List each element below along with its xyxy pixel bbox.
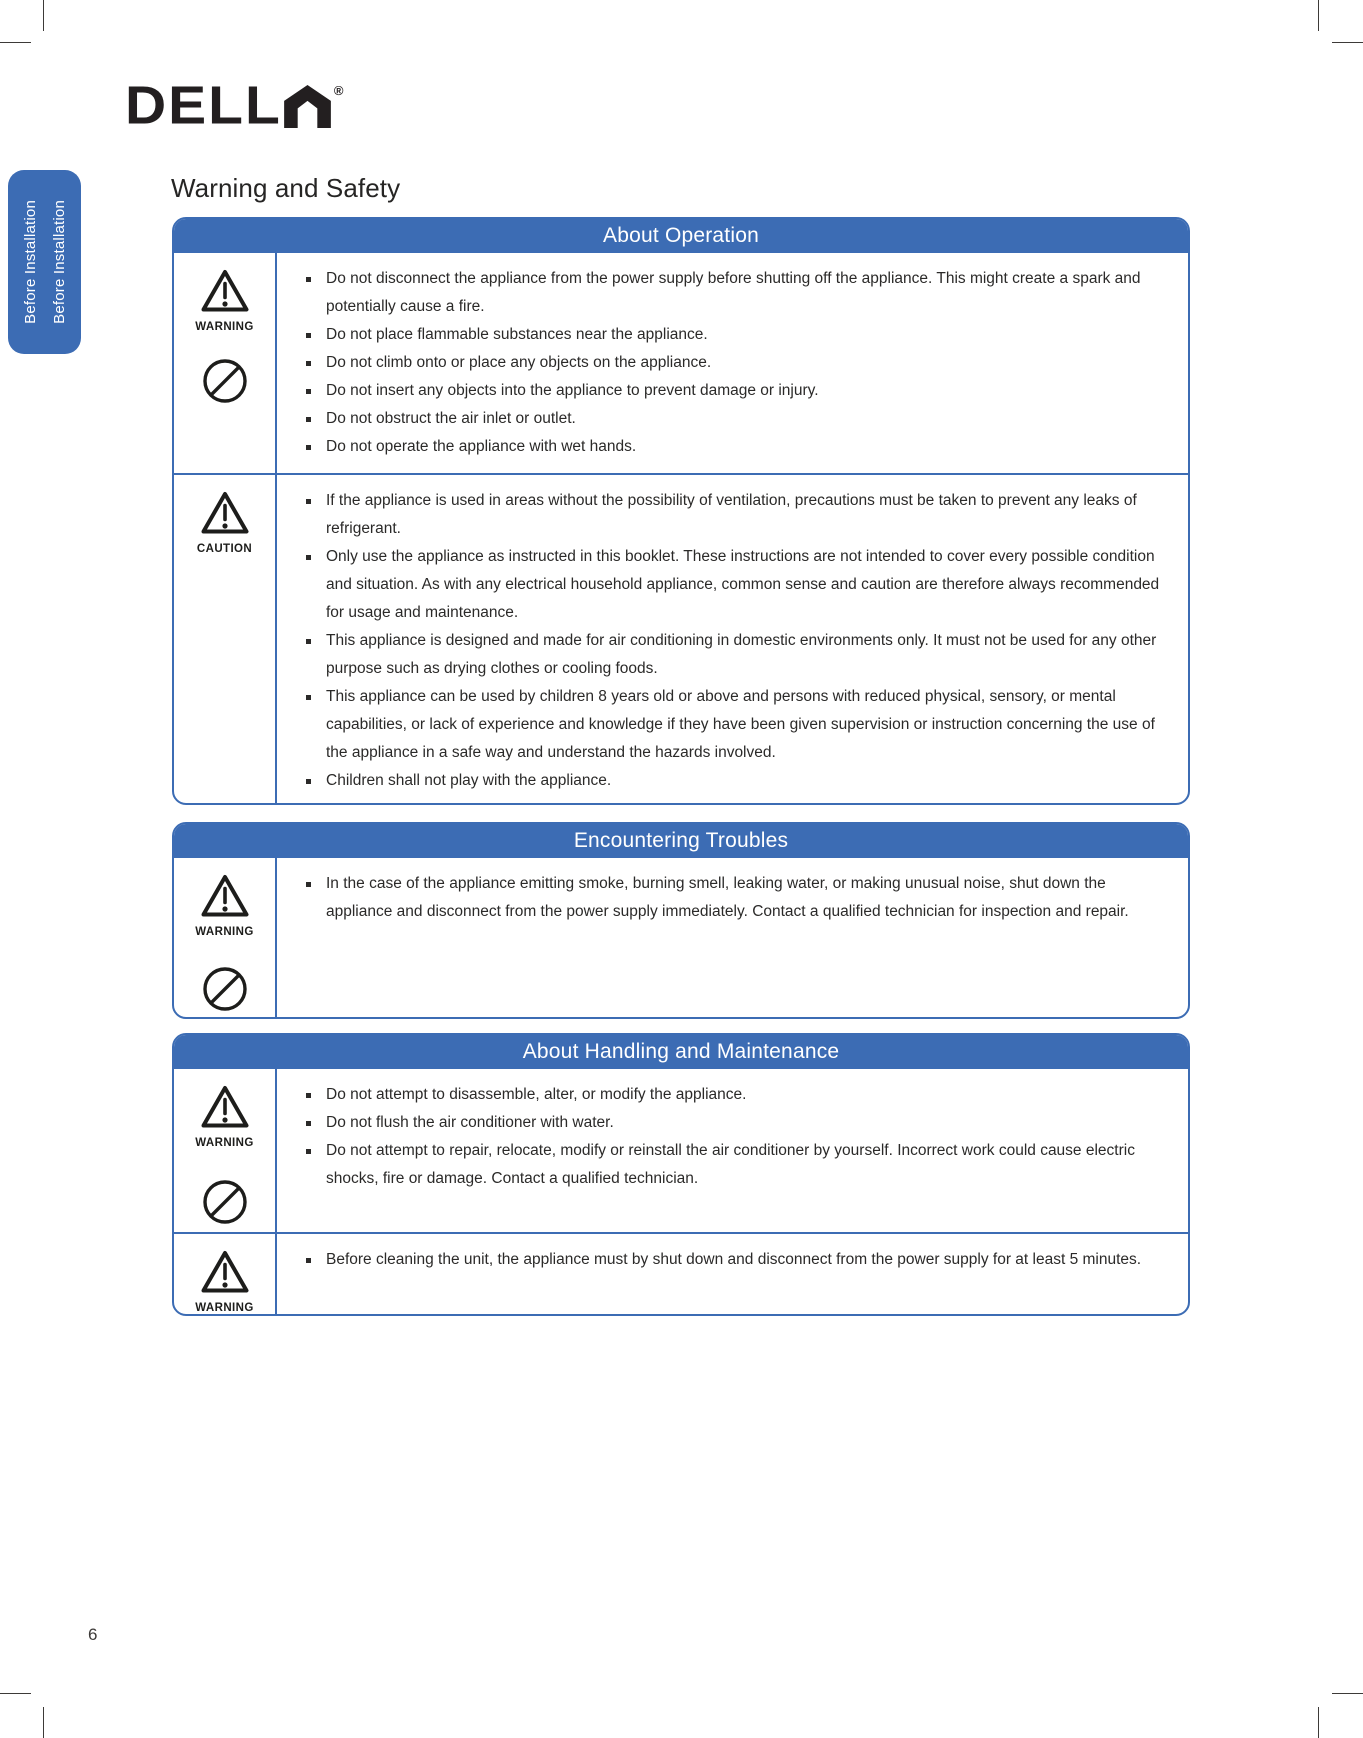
bullet-item: This appliance is designed and made for air conditioning in domestic environments only. It must not be used for any other purpose such as drying clothes or cooling foods. (305, 627, 1160, 683)
crop-mark (1332, 42, 1363, 43)
prohibition-icon (202, 1179, 248, 1230)
brand-logo (125, 75, 344, 136)
crop-mark (1332, 1693, 1363, 1694)
icon-cell (174, 858, 277, 1017)
chapter-tab-label: Before Installation (50, 200, 68, 324)
section-header: About Operation (174, 219, 1188, 253)
bullet-item: If the appliance is used in areas without the possibility of ventilation, precautions must be taken to prevent any leaks of refrigerant. (305, 487, 1160, 543)
crop-mark (0, 42, 31, 43)
bullet-item: Do not attempt to disassemble, alter, or modify the appliance. (305, 1081, 1160, 1109)
bullet-list (277, 858, 1188, 1017)
crop-mark (1318, 0, 1319, 31)
bullet-list (277, 253, 1188, 473)
chapter-tab-before-installation (8, 170, 81, 354)
table-row (174, 1069, 1188, 1232)
bullet-item: Do not climb onto or place any objects on the appliance. (305, 349, 1160, 377)
section-header: Encountering Troubles (174, 824, 1188, 858)
registered-trademark: ® (333, 83, 344, 98)
crop-mark (0, 1693, 31, 1694)
table-row (174, 253, 1188, 473)
prohibition-icon (202, 966, 248, 1017)
icon-cell (174, 475, 277, 803)
table-row (174, 473, 1188, 803)
bullet-item: Before cleaning the unit, the appliance must by shut down and disconnect from the power supply for at least 5 minutes. (305, 1246, 1160, 1274)
bullet-item: Only use the appliance as instructed in this booklet. These instructions are not intended to cover every possible condition and situation. As with any electrical household appliance, common sense and caution are therefore always recommended for usage and maintenance. (305, 543, 1160, 627)
icon-cell (174, 1069, 277, 1232)
warning-triangle-icon (199, 489, 251, 542)
warning-label: WARNING (195, 926, 254, 938)
crop-mark (43, 1707, 44, 1738)
bullet-item: Do not flush the air conditioner with water. (305, 1109, 1160, 1137)
bullet-item: Do not disconnect the appliance from the power supply before shutting off the appliance. This might create a spark and potentially cause a fire. (305, 265, 1160, 321)
bullet-list (277, 1069, 1188, 1232)
page-title: Warning and Safety (171, 173, 401, 203)
logo-a-house-icon (284, 85, 331, 133)
icon-cell (174, 253, 277, 473)
bullet-item: Children shall not play with the appliance. (305, 767, 1160, 795)
warning-label: WARNING (195, 321, 254, 333)
section-about-operation (172, 217, 1190, 805)
bullet-item: In the case of the appliance emitting smoke, burning smell, leaking water, or making unusual noise, shut down the appliance and disconnect from the power supply immediately. Contact a qualified technician for inspection and repair. (305, 870, 1160, 926)
section-header: About Handling and Maintenance (174, 1035, 1188, 1069)
warning-label: WARNING (195, 1302, 254, 1314)
table-row (174, 1232, 1188, 1314)
bullet-item: Do not obstruct the air inlet or outlet. (305, 405, 1160, 433)
warning-triangle-icon (199, 1083, 251, 1136)
bullet-item: Do not attempt to repair, relocate, modify or reinstall the air conditioner by yourself. Incorrect work could cause electric shocks, fire or damage. Contact a qualified technician. (305, 1137, 1160, 1193)
section-encountering-troubles (172, 822, 1190, 1019)
bullet-item: This appliance can be used by children 8 years old or above and persons with reduced physical, sensory, or mental capabilities, or lack of experience and knowledge if they have been given supervision or instruction concerning the use of the appliance in a safe way and understand the hazards involved. (305, 683, 1160, 767)
brand-logo-text: DELL (125, 75, 282, 136)
icon-cell (174, 1234, 277, 1314)
section-about-handling-maintenance (172, 1033, 1190, 1316)
bullet-item: Do not operate the appliance with wet hands. (305, 433, 1160, 461)
bullet-list (277, 475, 1188, 803)
chapter-tab-label: Before Installation (21, 200, 39, 324)
page-number: 6 (88, 1625, 98, 1644)
warning-triangle-icon (199, 872, 251, 925)
caution-label: CAUTION (196, 543, 253, 555)
warning-triangle-icon (199, 1248, 251, 1301)
warning-triangle-icon (199, 267, 251, 320)
crop-mark (43, 0, 44, 31)
bullet-item: Do not place flammable substances near the appliance. (305, 321, 1160, 349)
bullet-item: Do not insert any objects into the appliance to prevent damage or injury. (305, 377, 1160, 405)
bullet-list (277, 1234, 1188, 1314)
prohibition-icon (202, 358, 248, 409)
warning-label: WARNING (195, 1137, 254, 1149)
table-row (174, 858, 1188, 1017)
crop-mark (1318, 1707, 1319, 1738)
